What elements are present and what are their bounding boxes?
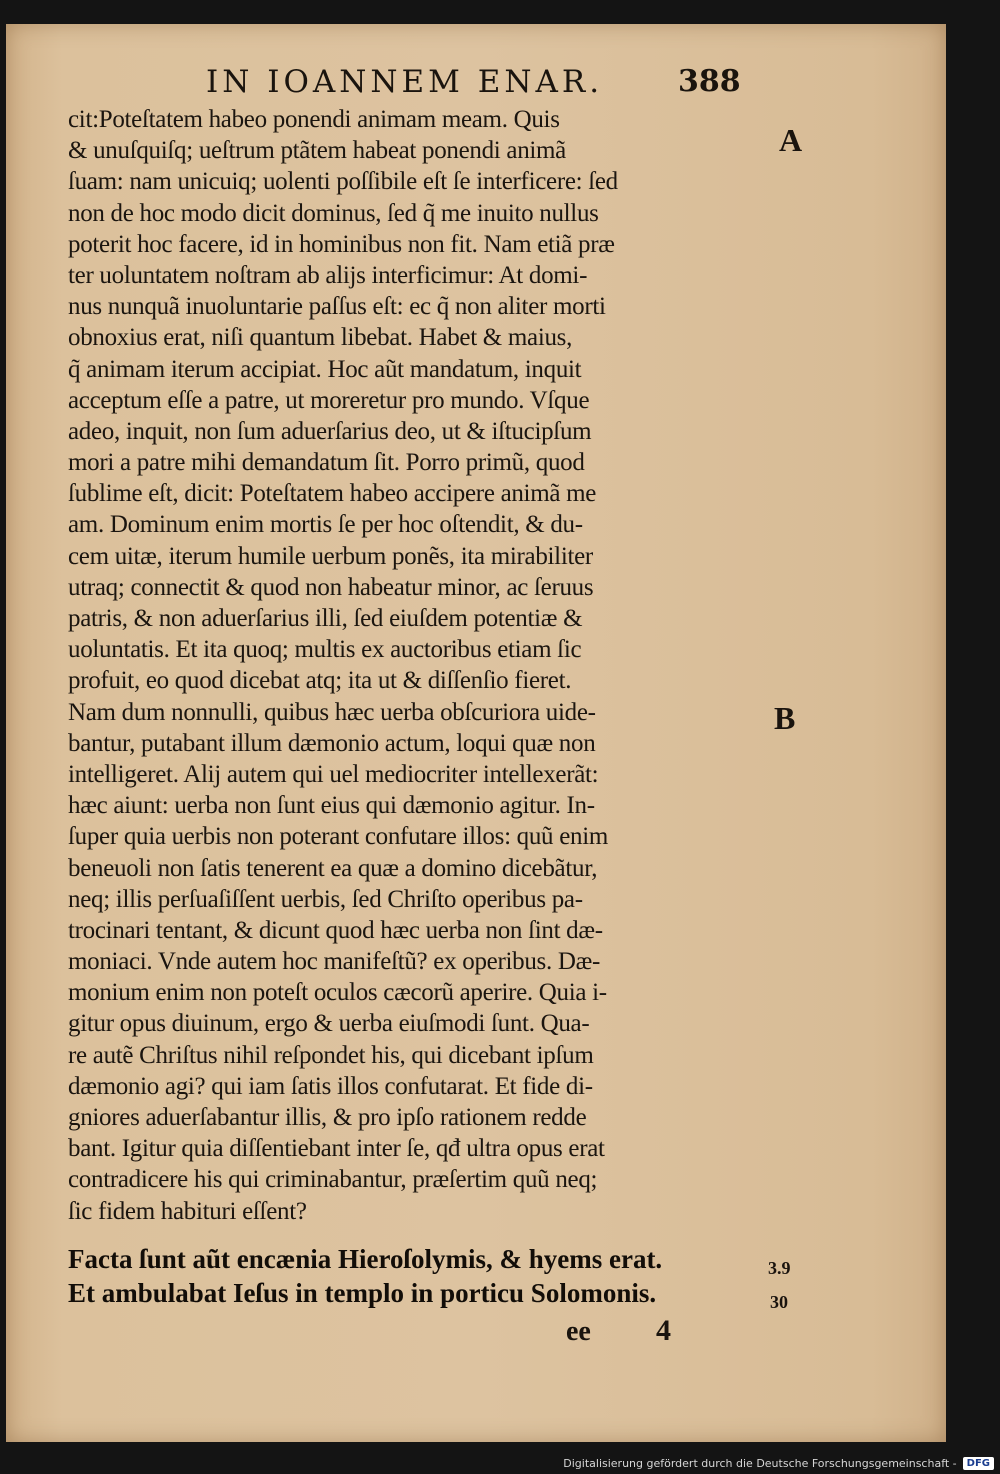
text-line: gniores aduerſabantur illis, & pro ipſo rationem redde [68,1104,587,1131]
page-number: 388 [678,64,741,99]
text-line: uoluntatis. Et ita quoq; multis ex auctoribus etiam ſic [68,636,582,664]
text-line: mori a patre mihi demandatum ſit. Porro primũ, quod [68,449,585,477]
margin-note: 30 [770,1292,788,1312]
body-text [68,104,768,1227]
text-line: ter uoluntatem noſtram ab alijs interficimur: At domi- [68,261,588,289]
section-heading [68,1242,768,1310]
text-line: moniaci. Vnde autem hoc manifeſtũ? ex operibus. Dæ- [68,948,601,976]
text-line: Nam dum nonnulli, quibus hæc uerba obſcuriora uide- [68,698,596,726]
text-line: ſic fidem habituri eſſent? [68,1197,307,1225]
margin-marker-b: B [774,700,796,736]
text-line: cit:Poteſtatem habeo ponendi animam meam. Quis [68,106,560,133]
text-line: gitur opus diuinum, ergo & uerba eiuſmodi ſunt. Qua- [68,1010,590,1038]
text-line: non de hoc modo dicit dominus, ſed q̃ me inuito nullus [68,199,599,227]
text-line: monium enim non poteſt oculos cæcorũ aperire. Quia i- [68,979,607,1007]
text-line: bantur, putabant illum dæmonio actum, loqui quæ non [68,729,596,757]
text-line: neq; illis perſuaſiſſent uerbis, ſed Chriſto operibus pa- [68,885,583,913]
heading-line: Facta ſunt aũt encænia Hieroſolymis, & hyems erat. [68,1244,663,1274]
text-line: hæc aiunt: uerba non ſunt eius qui dæmonio agitur. In- [68,792,595,820]
running-title: IN IOANNEM ENAR. [206,64,604,100]
text-line: cem uitæ, iterum humile uerbum ponẽs, ita mirabiliter [68,542,593,570]
text-line: bant. Igitur quia diſſentiebant inter ſe, qđ ultra opus erat [68,1135,605,1163]
funding-credit: Digitalisierung gefördert durch die Deutsche Forschungsgemeinschaft - [563,1457,957,1470]
text-line: poterit hoc facere, id in hominibus non fit. Nam etiã præ [68,230,615,258]
margin-marker-a: A [779,122,803,158]
text-line: obnoxius erat, niſi quantum libebat. Habet & maius, [68,324,573,352]
text-line: q̃ animam iterum accipiat. Hoc aũt mandatum, inquit [68,355,582,383]
text-line: re autẽ Chriſtus nihil reſpondet his, qui dicebant ipſum [68,1041,594,1069]
dfg-logo: DFG [963,1457,994,1470]
text-line: patris, & non aduerſarius illi, ſed eiuſdem potentiæ & [68,605,583,632]
text-line: contradicere his qui criminabantur, præſertim quũ neq; [68,1166,598,1194]
text-line: acceptum eſſe a patre, ut moreretur pro mundo. Vſque [68,386,590,414]
text-line: utraq; connectit & quod non habeatur minor, ac ſeruus [68,573,594,601]
heading-line: Et ambulabat Ieſus in templo in porticu Solomonis. [68,1278,657,1308]
text-line: ſublime eſt, dicit: Poteſtatem habeo accipere animã me [68,480,597,508]
text-line: intelligeret. Alij autem qui uel mediocriter intellexerãt: [68,760,599,788]
text-line: trocinari tentant, & dicunt quod hæc uerba non ſint dæ- [68,916,603,944]
text-line: adeo, inquit, non ſum aduerſarius deo, ut & iſtucipſum [68,417,592,445]
text-line: profuit, eo quod dicebat atq; ita ut & diſſenſio fieret. [68,667,572,695]
text-line: beneuoli non ſatis tenerent ea quæ a domino dicebãtur, [68,854,598,882]
margin-note: 3.9 [768,1258,791,1278]
text-line: ſuper quia uerbis non poterant confutare illos: quũ enim [68,823,608,851]
text-line: nus nunquã inuoluntarie paſſus eſt: ec q̃ non aliter morti [68,293,606,321]
signature-number: 4 [656,1314,671,1347]
footer-credit [563,1457,994,1470]
text-line: dæmonio agi? qui iam ſatis illos confutarat. Et fide di- [68,1072,593,1100]
book-page [6,24,946,1442]
signature-mark: ee [566,1316,591,1347]
text-line: am. Dominum enim mortis ſe per hoc oſtendit, & du- [68,511,583,539]
text-line: & unuſquiſq; ueſtrum ptãtem habeat ponendi animã [68,137,566,165]
text-line: ſuam: nam unicuiq; uolenti poſſibile eſt ſe interficere: ſed [68,168,618,196]
